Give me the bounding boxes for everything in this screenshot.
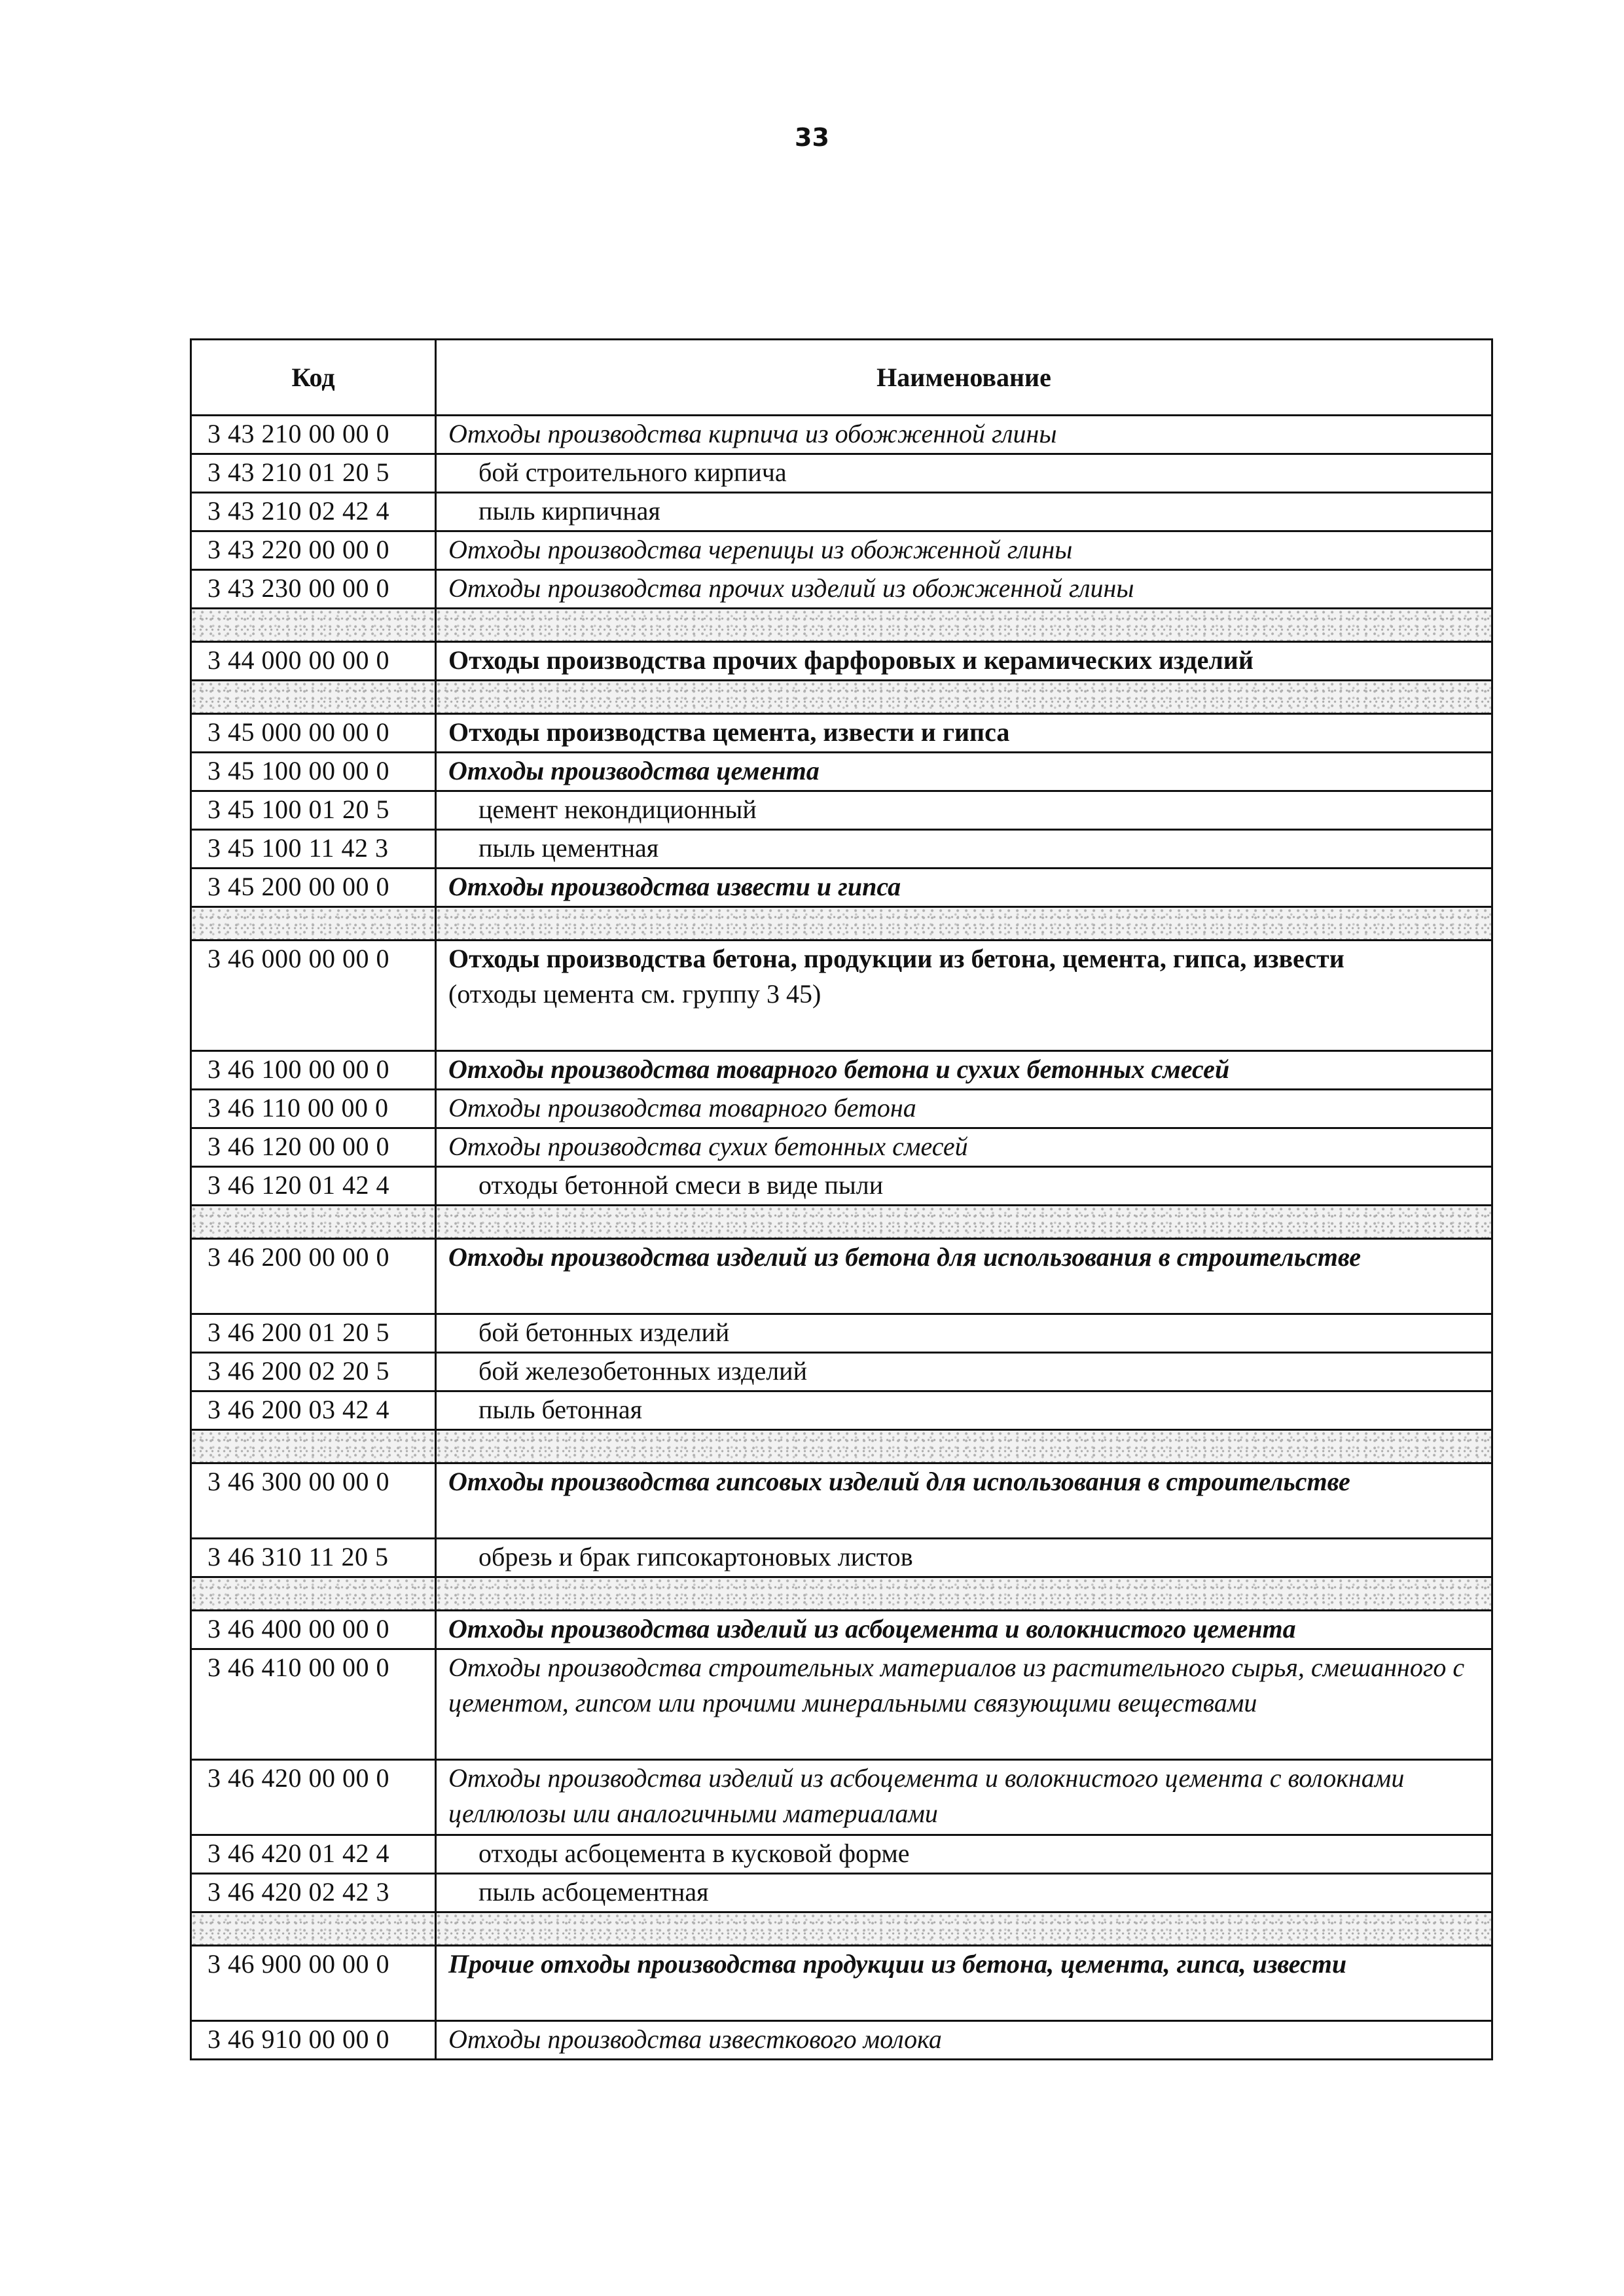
row-name: пыль асбоцементная: [436, 1874, 1492, 1912]
row-name: Прочие отходы производства продукции из бетона, цемента, гипса, извести: [436, 1946, 1492, 2021]
row-name: Отходы производства бетона, продукции из бетона, цемента, гипса, извести: [448, 944, 1344, 973]
separator-row: [191, 609, 1492, 642]
table-row: [191, 1611, 1492, 1649]
table-row: [191, 1353, 1492, 1391]
table-row: [191, 830, 1492, 869]
row-code: 3 46 400 00 00 0: [191, 1611, 436, 1649]
row-code: 3 46 120 00 00 0: [191, 1128, 436, 1167]
table-row: [191, 1314, 1492, 1353]
separator-row: [191, 1430, 1492, 1463]
table-row: [191, 1167, 1492, 1206]
table-row: [191, 1649, 1492, 1760]
row-name: Отходы производства изделий из бетона для использования в строительстве: [436, 1239, 1492, 1314]
table-row: [191, 416, 1492, 454]
table-row: [191, 1539, 1492, 1577]
table-row: [191, 570, 1492, 609]
row-name: отходы бетонной смеси в виде пыли: [436, 1167, 1492, 1206]
row-name: Отходы производства изделий из асбоцемента и волокнистого цемента: [436, 1611, 1492, 1649]
row-name: пыль кирпичная: [436, 493, 1492, 531]
row-code: 3 46 420 01 42 4: [191, 1835, 436, 1874]
row-code: 3 46 300 00 00 0: [191, 1463, 436, 1539]
row-name: Отходы производства гипсовых изделий для использования в строительстве: [436, 1463, 1492, 1539]
row-name: Отходы производства товарного бетона: [436, 1090, 1492, 1128]
separator-cell: [191, 1577, 436, 1611]
row-name: Отходы производства изделий из асбоцемента и волокнистого цемента с волокнами целлюлозы или аналогичными материалами: [436, 1760, 1492, 1835]
row-code: 3 45 100 01 20 5: [191, 791, 436, 830]
separator-row: [191, 907, 1492, 941]
separator-row: [191, 1577, 1492, 1611]
row-code: 3 46 910 00 00 0: [191, 2021, 436, 2060]
row-note: (отходы цемента см. группу 3 45): [448, 979, 821, 1009]
row-code: 3 46 200 02 20 5: [191, 1353, 436, 1391]
table-row: [191, 1463, 1492, 1539]
row-name: Отходы производства черепицы из обожженной глины: [436, 531, 1492, 570]
waste-code-table: [190, 338, 1493, 2060]
table-row: [191, 2021, 1492, 2060]
table-row: [191, 869, 1492, 907]
table-row: [191, 1760, 1492, 1835]
row-code: 3 43 230 00 00 0: [191, 570, 436, 609]
separator-row: [191, 681, 1492, 714]
row-code: 3 45 100 00 00 0: [191, 753, 436, 791]
row-code: 3 46 100 00 00 0: [191, 1051, 436, 1090]
row-name: бой строительного кирпича: [436, 454, 1492, 493]
table-row: [191, 714, 1492, 753]
row-code: 3 46 310 11 20 5: [191, 1539, 436, 1577]
table-row: [191, 753, 1492, 791]
separator-cell: [436, 1430, 1492, 1463]
separator-cell: [436, 609, 1492, 642]
row-name: обрезь и брак гипсокартоновых листов: [436, 1539, 1492, 1577]
separator-cell: [436, 1912, 1492, 1946]
row-code: 3 45 200 00 00 0: [191, 869, 436, 907]
separator-cell: [191, 907, 436, 941]
row-name: Отходы производства кирпича из обожженной глины: [436, 416, 1492, 454]
row-name: Отходы производства цемента, извести и гипса: [436, 714, 1492, 753]
row-name: отходы асбоцемента в кусковой форме: [436, 1835, 1492, 1874]
row-name-cell: [436, 941, 1492, 1051]
row-code: 3 46 200 01 20 5: [191, 1314, 436, 1353]
row-code: 3 46 120 01 42 4: [191, 1167, 436, 1206]
row-code: 3 43 210 02 42 4: [191, 493, 436, 531]
separator-cell: [436, 1577, 1492, 1611]
table-row: [191, 493, 1492, 531]
table-row: [191, 1051, 1492, 1090]
row-name: пыль бетонная: [436, 1391, 1492, 1430]
table-row: [191, 1835, 1492, 1874]
separator-cell: [191, 1430, 436, 1463]
row-code: 3 46 110 00 00 0: [191, 1090, 436, 1128]
row-code: 3 43 220 00 00 0: [191, 531, 436, 570]
table-row: [191, 531, 1492, 570]
table-row: [191, 1391, 1492, 1430]
row-name: Отходы производства товарного бетона и сухих бетонных смесей: [436, 1051, 1492, 1090]
column-header-name: Наименование: [436, 340, 1492, 416]
row-name: Отходы производства прочих фарфоровых и керамических изделий: [436, 642, 1492, 681]
row-code: 3 46 200 03 42 4: [191, 1391, 436, 1430]
table-row: [191, 642, 1492, 681]
separator-cell: [191, 609, 436, 642]
separator-cell: [191, 1206, 436, 1239]
row-name: Отходы производства известкового молока: [436, 2021, 1492, 2060]
row-name: Отходы производства извести и гипса: [436, 869, 1492, 907]
table-row: [191, 791, 1492, 830]
row-code: 3 45 100 11 42 3: [191, 830, 436, 869]
row-code: 3 43 210 00 00 0: [191, 416, 436, 454]
separator-row: [191, 1912, 1492, 1946]
row-code: 3 46 420 00 00 0: [191, 1760, 436, 1835]
row-name: Отходы производства строительных материалов из растительного сырья, смешанного с цементом, гипсом или прочими минеральными связующими веществами: [436, 1649, 1492, 1760]
separator-cell: [436, 681, 1492, 714]
row-name: бой бетонных изделий: [436, 1314, 1492, 1353]
row-code: 3 43 210 01 20 5: [191, 454, 436, 493]
row-code: 3 46 900 00 00 0: [191, 1946, 436, 2021]
separator-cell: [436, 1206, 1492, 1239]
separator-cell: [191, 681, 436, 714]
table-row: [191, 1128, 1492, 1167]
table-row: [191, 1874, 1492, 1912]
table-row: [191, 941, 1492, 1051]
row-code: 3 46 410 00 00 0: [191, 1649, 436, 1760]
table-row: [191, 1946, 1492, 2021]
row-code: 3 44 000 00 00 0: [191, 642, 436, 681]
table-row: [191, 454, 1492, 493]
row-name: цемент некондиционный: [436, 791, 1492, 830]
row-code: 3 46 000 00 00 0: [191, 941, 436, 1051]
separator-cell: [191, 1912, 436, 1946]
row-name: Отходы производства прочих изделий из обожженной глины: [436, 570, 1492, 609]
table-row: [191, 1239, 1492, 1314]
row-code: 3 46 420 02 42 3: [191, 1874, 436, 1912]
row-code: 3 45 000 00 00 0: [191, 714, 436, 753]
row-name: бой железобетонных изделий: [436, 1353, 1492, 1391]
row-code: 3 46 200 00 00 0: [191, 1239, 436, 1314]
row-name: Отходы производства сухих бетонных смесей: [436, 1128, 1492, 1167]
row-name: пыль цементная: [436, 830, 1492, 869]
column-header-code: Код: [191, 340, 436, 416]
table-row: [191, 1090, 1492, 1128]
table-header-row: [191, 340, 1492, 416]
page-number: 33: [795, 123, 829, 152]
row-name: Отходы производства цемента: [436, 753, 1492, 791]
separator-cell: [436, 907, 1492, 941]
separator-row: [191, 1206, 1492, 1239]
